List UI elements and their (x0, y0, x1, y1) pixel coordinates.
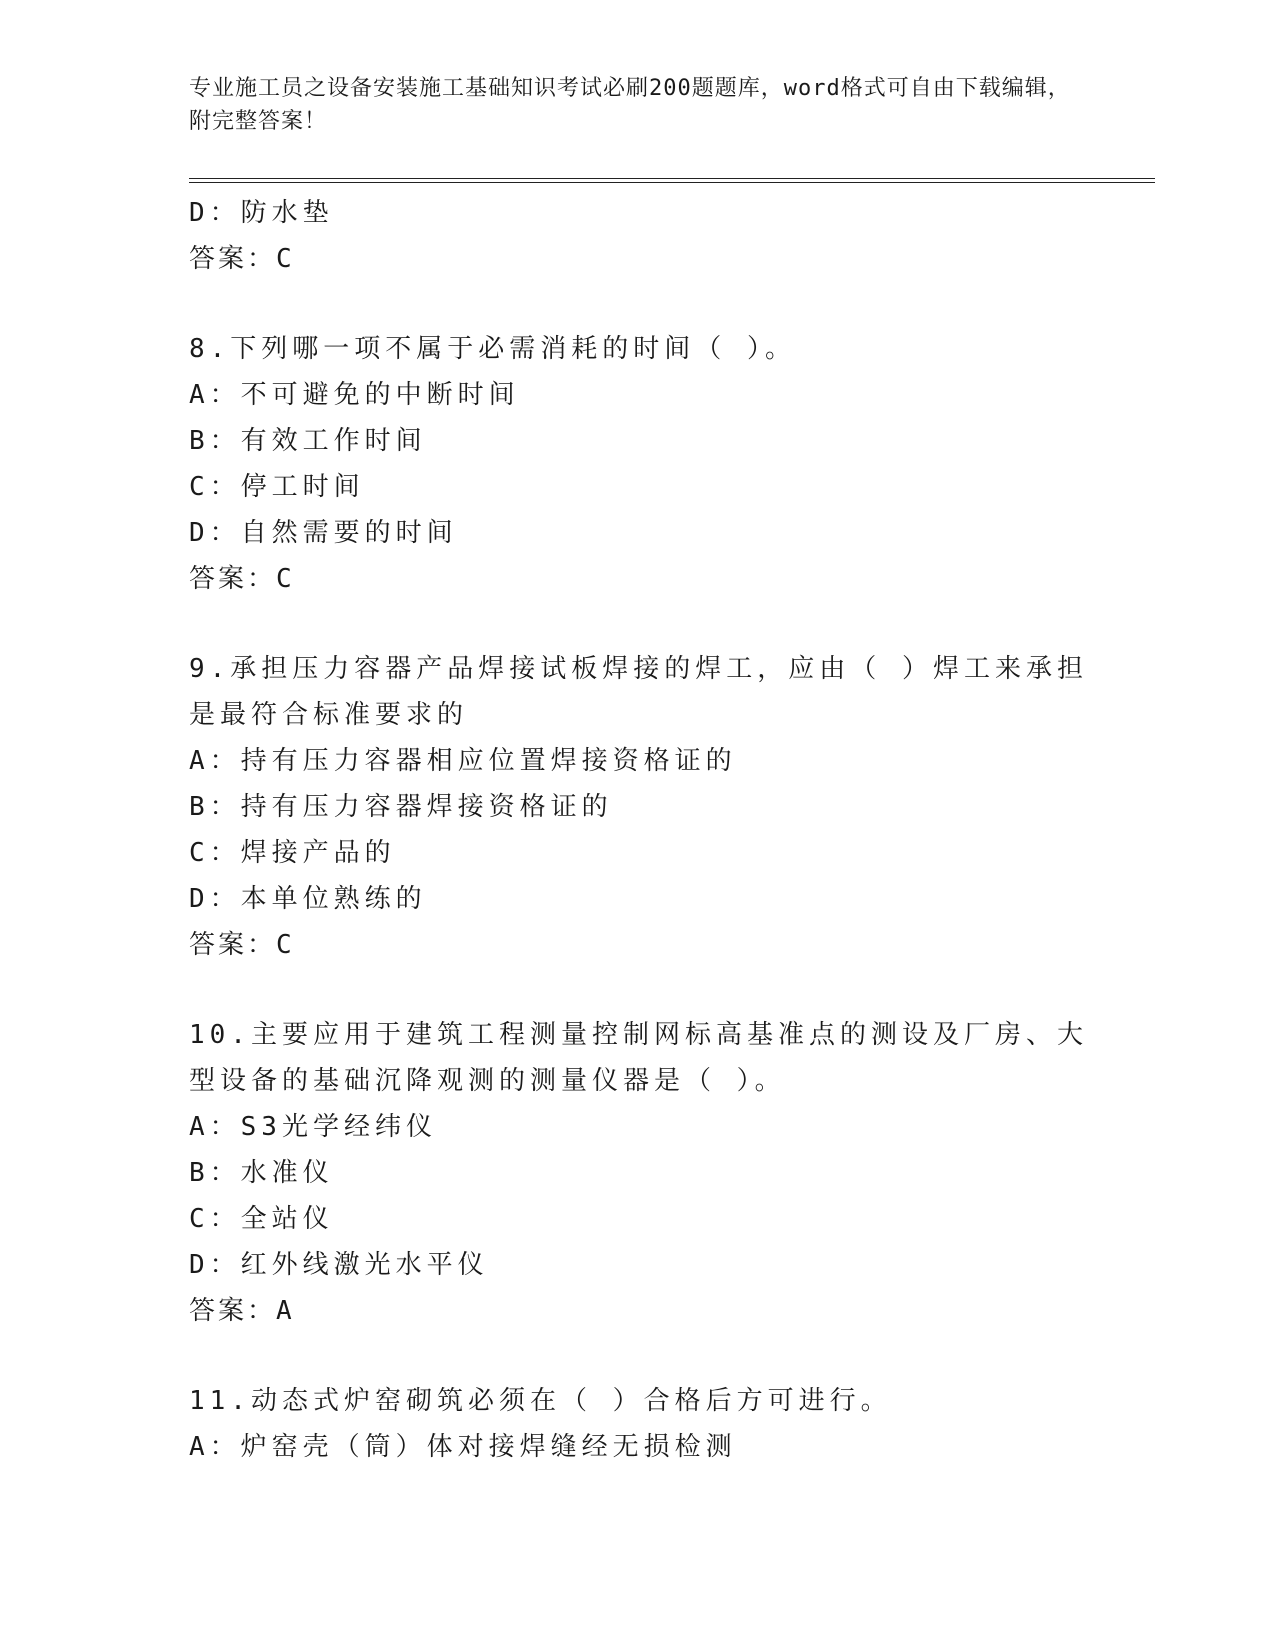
option-d: D：本单位熟练的 (189, 884, 427, 914)
answer: 答案：C (189, 564, 295, 594)
document-header: 专业施工员之设备安装施工基础知识考试必刷200题题库，word格式可自由下载编辑，附完整答案！ (189, 76, 1071, 134)
option-b: B：有效工作时间 (189, 426, 427, 456)
answer: 答案：A (189, 1296, 295, 1326)
option-b: B：持有压力容器焊接资格证的 (189, 792, 613, 822)
question-stem: 9.承担压力容器产品焊接试板焊接的焊工，应由（ ）焊工来承担是最符合标准要求的 (189, 654, 1088, 730)
option-c: C：全站仪 (189, 1204, 334, 1234)
option-d: D：红外线激光水平仪 (189, 1250, 489, 1280)
answer-fragment: 答案：C (189, 244, 295, 274)
option-d-fragment: D：防水垫 (189, 198, 334, 228)
answer: 答案：C (189, 930, 295, 960)
question-stem: 10.主要应用于建筑工程测量控制网标高基准点的测设及厂房、大型设备的基础沉降观测的测量仪器是（ ）。 (189, 1020, 1088, 1096)
option-b: B：水准仪 (189, 1158, 334, 1188)
option-c: C：焊接产品的 (189, 838, 396, 868)
document-body (189, 190, 1089, 1470)
question-11 (189, 1378, 1089, 1470)
question-stem: 8.下列哪一项不属于必需消耗的时间（ ）。 (189, 334, 796, 364)
option-c: C：停工时间 (189, 472, 365, 502)
question-8 (189, 326, 1089, 602)
option-a: A：不可避免的中断时间 (189, 380, 520, 410)
option-a: A：S3光学经纬仪 (189, 1112, 437, 1142)
option-a: A：炉窑壳（筒）体对接焊缝经无损检测 (189, 1432, 737, 1462)
option-a: A：持有压力容器相应位置焊接资格证的 (189, 746, 737, 776)
option-d: D：自然需要的时间 (189, 518, 458, 548)
header-divider (189, 178, 1155, 183)
question-10 (189, 1012, 1089, 1334)
question-stem: 11.动态式炉窑砌筑必须在（ ）合格后方可进行。 (189, 1386, 892, 1416)
question-9 (189, 646, 1089, 968)
